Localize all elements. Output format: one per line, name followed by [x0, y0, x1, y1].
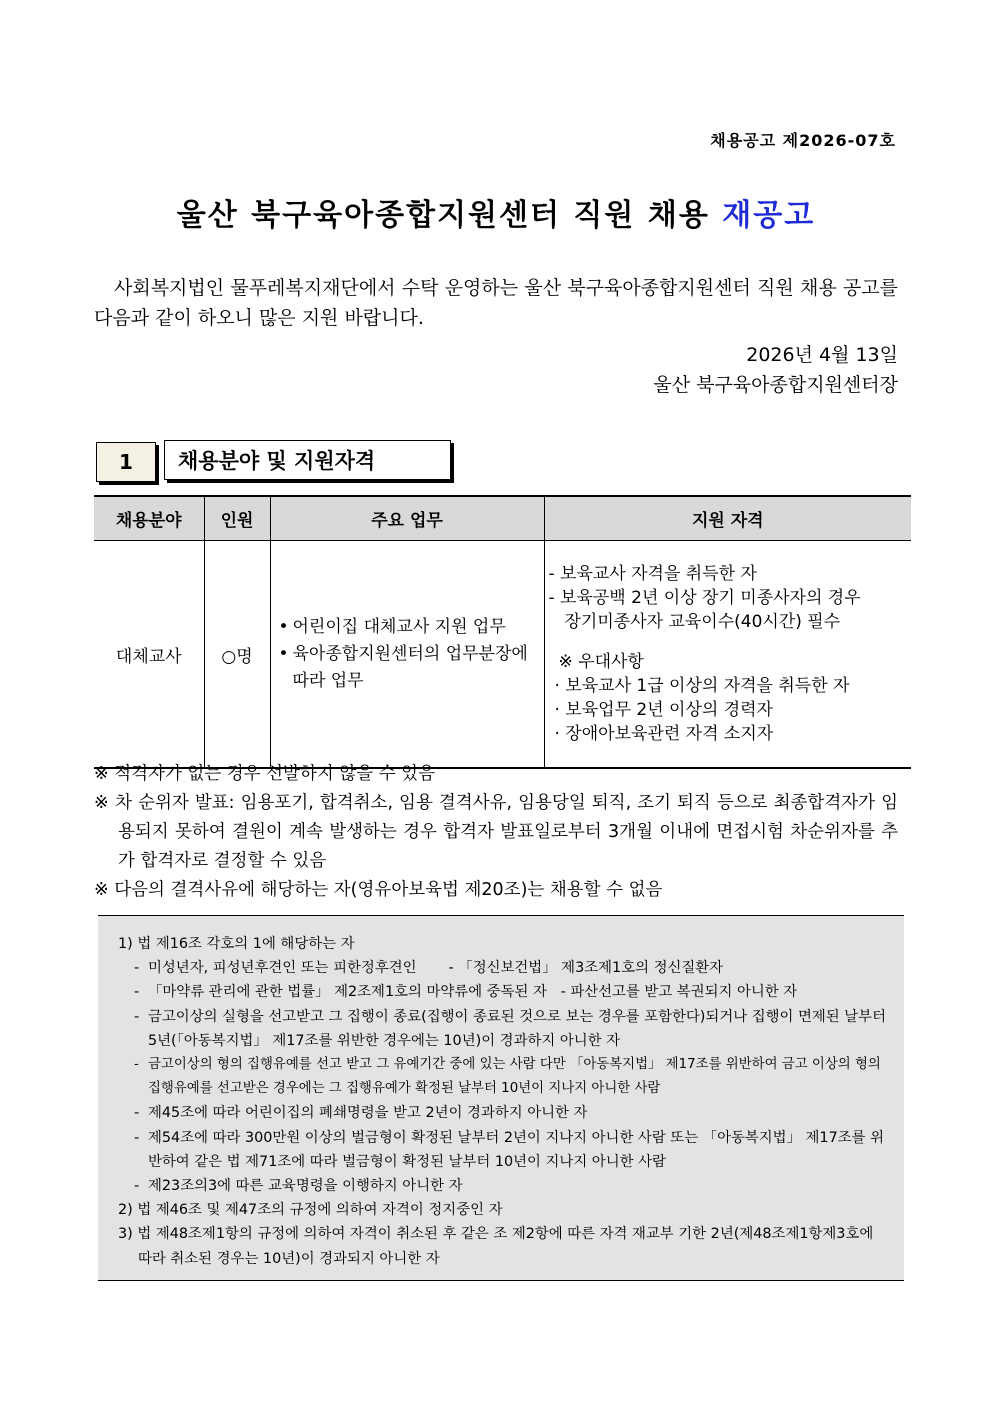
disqualification-subitem: - 제54조에 따라 300만원 이상의 벌금형이 확정된 날부터 2년이 지나지 아니한 사람 또는 「아동복지법」 제17조를 위반하여 같은 법 제71조에 따라 벌금형이 확정된 날부터 10년이 지나지 아니한 사람 [134, 1129, 885, 1170]
section-number: 1 [96, 442, 156, 482]
issuer-name: 울산 북구육아종합지원센터장 [653, 374, 898, 396]
section-title: 채용분야 및 지원자격 [164, 440, 451, 480]
disqualification-item: 1) 법 제16조 각호의 1에 해당하는 자 [118, 936, 355, 952]
recruitment-table [94, 495, 911, 769]
cell-count: ○명 [204, 541, 270, 769]
notice-number: 채용공고 제2026-07호 [710, 131, 896, 150]
disqualification-item: 2) 법 제46조 및 제47조의 규정에 의하여 자격이 정지중인 자 [118, 1202, 503, 1219]
disqualification-item: 3) 법 제48조제1항의 규정에 의하여 자격이 취소된 후 같은 조 제2항에 따른 자격 재교부 기한 2년(제48조제1항제3호에 따라 취소된 경우는 10년)이 경과되지 아니한 자 [118, 1226, 874, 1267]
disqualification-subitem: - 미성년자, 피성년후견인 또는 피한정후견인 - 「정신보건법」 제3조제1호의 정신질환자 [134, 960, 724, 977]
preference-title: ※ 우대사항 [558, 652, 644, 672]
preference-item: · 보육교사 1급 이상의 자격을 취득한 자 [554, 676, 850, 696]
note-item: ※ 다음의 결격사유에 해당하는 자(영유아보육법 제20조)는 채용할 수 없음 [94, 880, 663, 900]
disqualification-subitem: - 금고이상의 실형을 선고받고 그 집행이 종료(집행이 종료된 것으로 보는 경우를 포함한다)되거나 집행이 면제된 날부터 5년(「아동복지법」 제17조를 위반한 경우에는 10년)이 경과하지 아니한 자 [134, 1008, 886, 1049]
intro-paragraph: 사회복지법인 물푸레복지재단에서 수탁 운영하는 울산 북구육아종합지원센터 직원 채용 공고를 다음과 같이 하오니 많은 지원 바랍니다. [94, 277, 898, 329]
page-title [0, 190, 992, 234]
header-field: 채용분야 [94, 496, 204, 541]
title-accent: 재공고 [722, 198, 816, 233]
preference-item: · 장애아보육관련 자격 소지자 [554, 724, 774, 744]
header-count: 인원 [204, 496, 270, 541]
qualification-item: 장기미종사자 교육이수(40시간) 필수 [564, 612, 841, 632]
disqualification-subitem: - 금고이상의 형의 집행유예를 선고 받고 그 유예기간 중에 있는 사람 다만 「아동복지법」 제17조를 위반하여 금고 이상의 형의 집행유예를 선고받은 경우에는 그 집행유예가 확정된 날부터 10년이 지나지 아니한 사람 [134, 1057, 881, 1097]
cell-qualifications [544, 541, 911, 769]
cell-duties [270, 541, 544, 769]
table-row [94, 541, 911, 769]
duty-item: • 육아종합지원센터의 업무분장에 따라 업무 [293, 641, 540, 695]
preference-item: · 보육업무 2년 이상의 경력자 [554, 700, 773, 720]
cell-field: 대체교사 [94, 541, 204, 769]
header-qualifications: 지원 자격 [544, 496, 911, 541]
disqualification-box [98, 915, 904, 1281]
note-item: ※ 적격자가 없는 경우 선발하지 않을 수 있음 [94, 764, 435, 784]
announcement-date: 2026년 4월 13일 [746, 344, 898, 366]
duty-list [275, 614, 540, 695]
note-item: ※ 차 순위자 발표: 임용포기, 합격취소, 임용 결격사유, 임용당일 퇴직, 조기 퇴직 등으로 최종합격자가 임용되지 못하여 결원이 계속 발생하는 경우 합격자 발표일로부터 3개월 이내에 면접시험 차순위자를 추가 합격자로 결정할 수 있음 [94, 793, 898, 871]
disqualification-subitem: - 「마약류 관리에 관한 법률」 제2조제1호의 마약류에 중독된 자 - 파산선고를 받고 복권되지 아니한 자 [134, 984, 798, 1001]
header-duties: 주요 업무 [270, 496, 544, 541]
title-main: 울산 북구육아종합지원센터 직원 채용 [176, 198, 723, 233]
notes-section [94, 760, 898, 905]
table-header-row [94, 496, 911, 541]
disqualification-subitem: - 제23조의3에 따른 교육명령을 이행하지 아니한 자 [134, 1178, 463, 1195]
disqualification-subitem: - 제45조에 따라 어린이집의 폐쇄명령을 받고 2년이 경과하지 아니한 자 [134, 1105, 588, 1122]
qualification-item: - 보육공백 2년 이상 장기 미종사자의 경우 [548, 588, 861, 608]
qualification-item: - 보육교사 자격을 취득한 자 [548, 564, 757, 584]
duty-item: • 어린이집 대체교사 지원 업무 [293, 614, 540, 641]
